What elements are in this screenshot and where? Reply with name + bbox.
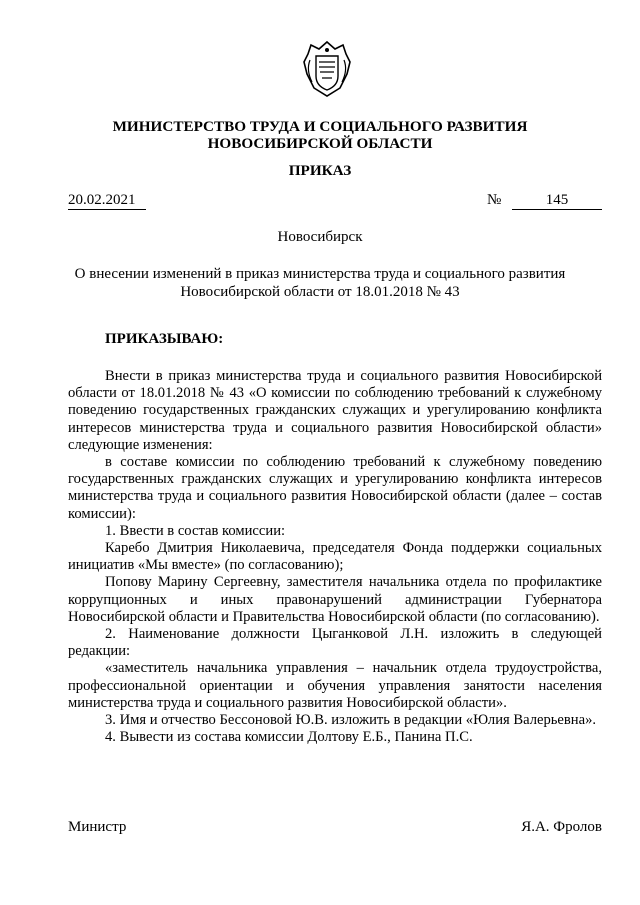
ministry-line-1: МИНИСТЕРСТВО ТРУДА И СОЦИАЛЬНОГО РАЗВИТИЯ [112, 118, 528, 135]
document-body [68, 368, 602, 746]
city-name: Новосибирск [277, 229, 363, 245]
subject-line-1: О внесении изменений в приказ министерства труда и социального развития [74, 266, 566, 282]
ministry-line-2: НОВОСИБИРСКОЙ ОБЛАСТИ [207, 135, 433, 152]
paragraph: Попову Марину Сергеевну, заместителя начальника отдела по профилактике коррупционных и иных правонарушений администрации Губернатора Новосибирской области и Правительства Новосибирской области (по согласованию). [68, 574, 602, 625]
signer-position: Министр [68, 819, 127, 835]
number-sign: № [487, 192, 502, 208]
document-subject [0, 265, 640, 301]
subject-line-2: Новосибирской области от 18.01.2018 № 43 [180, 284, 460, 300]
coat-of-arms-icon [302, 40, 352, 98]
document-date: 20.02.2021 [68, 192, 146, 210]
paragraph: «заместитель начальника управления – начальник отдела трудоустройства, профессиональной ориентации и обучения управления занятости населения министерства труда и социального развития Новосибирской области». [68, 660, 602, 711]
document-number: 145 [512, 192, 602, 210]
paragraph: Каребо Дмитрия Николаевича, председателя Фонда поддержки социальных инициатив «Мы вместе» (по согласованию); [68, 540, 602, 574]
signer-name: Я.А. Фролов [521, 819, 602, 835]
decree-word: ПРИКАЗЫВАЮ: [105, 331, 224, 347]
paragraph: 4. Вывести из состава комиссии Долтову Е.Б., Панина П.С. [105, 729, 473, 746]
paragraph: 2. Наименование должности Цыганковой Л.Н. изложить в следующей редакции: [68, 626, 602, 660]
paragraph: 1. Ввести в состав комиссии: [105, 522, 286, 539]
paragraph: 3. Имя и отчество Бессоновой Ю.В. изложить в редакции «Юлия Валерьевна». [105, 712, 597, 729]
document-type: ПРИКАЗ [288, 162, 352, 179]
paragraph: в составе комиссии по соблюдению требований к служебному поведению государственных гражданских служащих и урегулированию конфликта интересов министерства труда и социального развития Новосибирской области (далее – состав комиссии): [68, 454, 602, 522]
ministry-heading [0, 118, 640, 152]
paragraph: Внести в приказ министерства труда и социального развития Новосибирской области от 18.01.2018 № 43 «О комиссии по соблюдению требований к служебному поведению государственных гражданских служащих и урегулированию конфликта интересов министерства труда и социального развития Новосибирской области» следующие изменения: [68, 368, 602, 453]
